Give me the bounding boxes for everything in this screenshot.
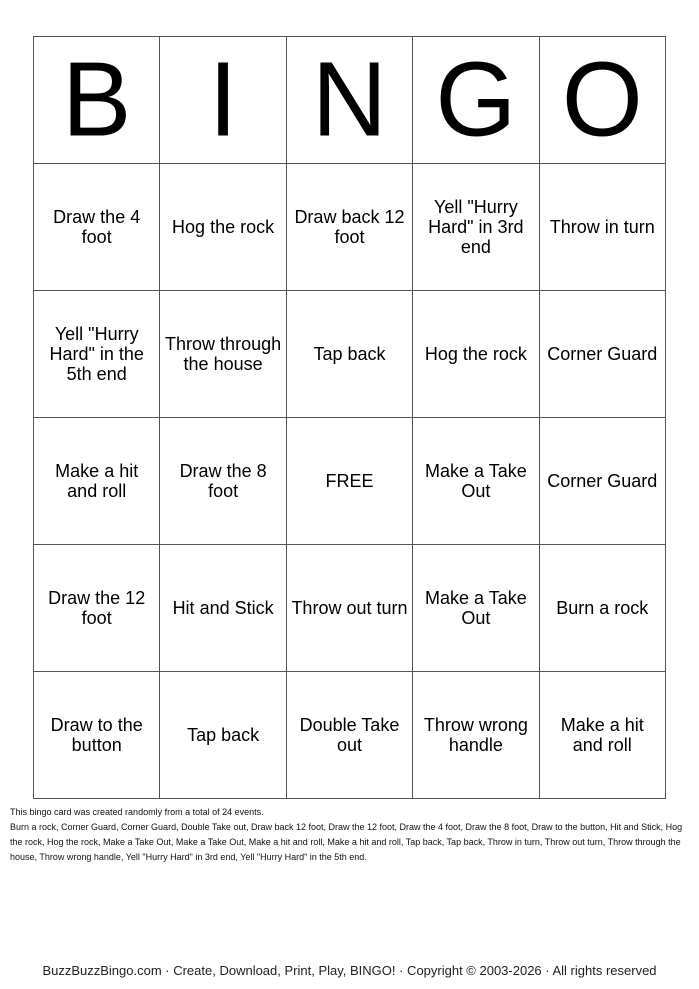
header-letter-n: N bbox=[286, 37, 412, 164]
bingo-row-2 bbox=[34, 291, 666, 418]
bingo-cell: Throw in turn bbox=[539, 164, 665, 291]
bingo-cell: Hit and Stick bbox=[160, 545, 286, 672]
bingo-cell: Throw through the house bbox=[160, 291, 286, 418]
bingo-cell: Hog the rock bbox=[413, 291, 539, 418]
header-letter-g: G bbox=[413, 37, 539, 164]
card-info bbox=[10, 805, 688, 865]
header-letter-o: O bbox=[539, 37, 665, 164]
bingo-cell: Throw out turn bbox=[286, 545, 412, 672]
bingo-cell: Make a hit and roll bbox=[34, 418, 160, 545]
bingo-row-4 bbox=[34, 545, 666, 672]
bingo-row-5 bbox=[34, 672, 666, 799]
card-info-events: Burn a rock, Corner Guard, Corner Guard, Double Take out, Draw back 12 foot, Draw the 12 foot, Draw the 4 foot, Draw the 8 foot, Draw to the button, Hit and Stick, Hog the rock, Hog the rock, Make a Take Out, Make a Take Out, Make a hit and roll, Make a hit and roll, Tap back, Tap back, Throw in turn, Throw out turn, Throw through the house, Throw wrong handle, Yell "Hurry Hard" in 3rd end, Yell "Hurry Hard" in the 5th end. bbox=[10, 822, 683, 862]
bingo-cell: Make a Take Out bbox=[413, 545, 539, 672]
bingo-cell: Corner Guard bbox=[539, 291, 665, 418]
bingo-cell: Draw the 8 foot bbox=[160, 418, 286, 545]
bingo-cell: Draw back 12 foot bbox=[286, 164, 412, 291]
bingo-row-1 bbox=[34, 164, 666, 291]
bingo-cell: Draw to the button bbox=[34, 672, 160, 799]
bingo-cell: Hog the rock bbox=[160, 164, 286, 291]
bingo-cell: Burn a rock bbox=[539, 545, 665, 672]
bingo-cell: Yell "Hurry Hard" in 3rd end bbox=[413, 164, 539, 291]
bingo-cell: Tap back bbox=[286, 291, 412, 418]
bingo-row-3 bbox=[34, 418, 666, 545]
bingo-cell: Make a Take Out bbox=[413, 418, 539, 545]
page-footer: BuzzBuzzBingo.com · Create, Download, Print, Play, BINGO! · Copyright © 2003-2026 · All rights reserved bbox=[42, 963, 657, 978]
card-info-summary: This bingo card was created randomly from a total of 24 events. bbox=[10, 807, 264, 817]
bingo-cell: Make a hit and roll bbox=[539, 672, 665, 799]
bingo-cell: Throw wrong handle bbox=[413, 672, 539, 799]
header-letter-b: B bbox=[34, 37, 160, 164]
free-cell: FREE bbox=[286, 418, 412, 545]
header-letter-i: I bbox=[160, 37, 286, 164]
bingo-cell: Corner Guard bbox=[539, 418, 665, 545]
bingo-cell: Draw the 12 foot bbox=[34, 545, 160, 672]
bingo-cell: Draw the 4 foot bbox=[34, 164, 160, 291]
bingo-card bbox=[33, 36, 666, 799]
bingo-header-row bbox=[34, 37, 666, 164]
bingo-cell: Double Take out bbox=[286, 672, 412, 799]
bingo-cell: Tap back bbox=[160, 672, 286, 799]
bingo-cell: Yell "Hurry Hard" in the 5th end bbox=[34, 291, 160, 418]
